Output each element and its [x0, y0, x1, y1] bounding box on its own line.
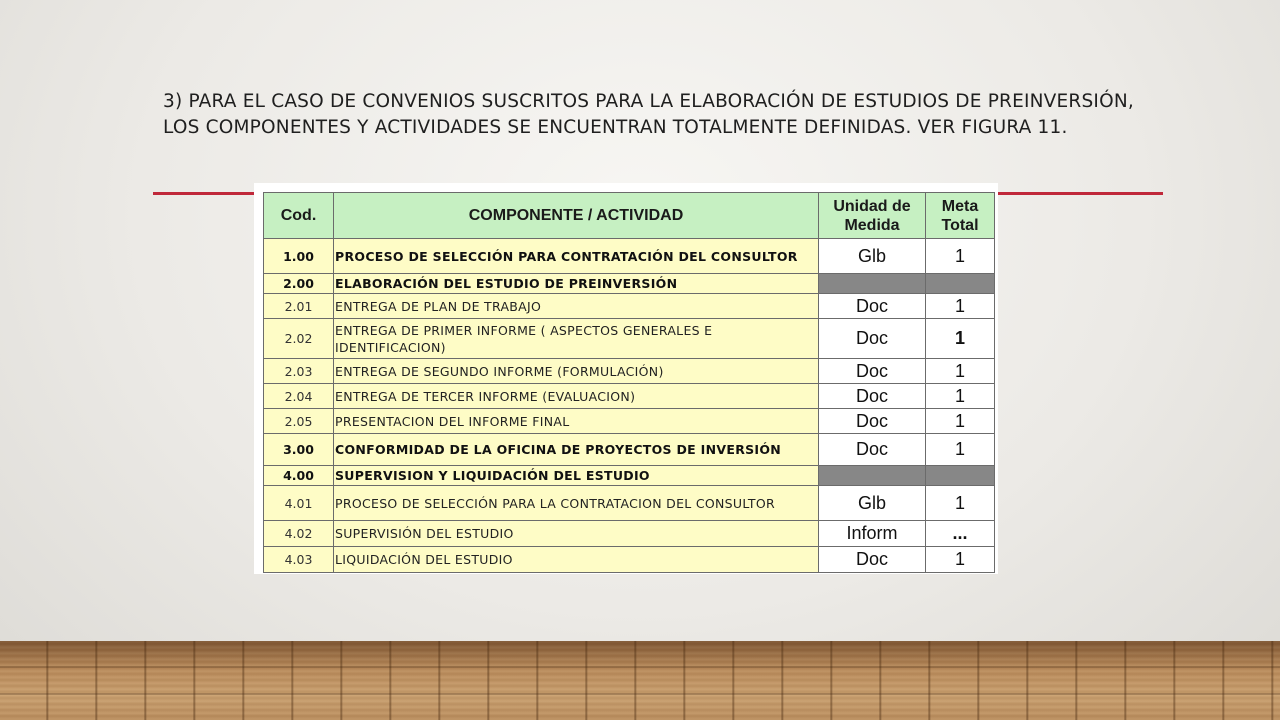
- row-meta: 1: [926, 434, 995, 466]
- row-unit: Doc: [819, 409, 926, 434]
- row-activity: ENTREGA DE PRIMER INFORME ( ASPECTOS GENERALES E IDENTIFICACION): [334, 319, 819, 359]
- row-meta: ...: [926, 521, 995, 547]
- row-code: 3.00: [264, 434, 334, 466]
- activities-table: [263, 192, 995, 573]
- row-unit: Doc: [819, 319, 926, 359]
- row-activity: ENTREGA DE TERCER INFORME (EVALUACION): [334, 384, 819, 409]
- row-code: 2.00: [264, 274, 334, 294]
- table-header-row: [264, 193, 995, 239]
- slide-body-text: 3) PARA EL CASO DE CONVENIOS SUSCRITOS PARA LA ELABORACIÓN DE ESTUDIOS DE PREINVERSIÓN, LOS COMPONENTES Y ACTIVIDADES SE ENCUENTRAN TOTALMENTE DEFINIDAS. VER FIGURA 11.: [163, 91, 1134, 138]
- table-row: [264, 239, 995, 274]
- table-row: [264, 274, 995, 294]
- row-unit: Doc: [819, 384, 926, 409]
- row-code: 2.04: [264, 384, 334, 409]
- row-activity: CONFORMIDAD DE LA OFICINA DE PROYECTOS DE INVERSIÓN: [334, 434, 819, 466]
- table-row: [264, 466, 995, 486]
- table-row: [264, 547, 995, 573]
- row-code: 4.02: [264, 521, 334, 547]
- row-unit: [819, 466, 926, 486]
- row-activity: PROCESO DE SELECCIÓN PARA CONTRATACIÓN DEL CONSULTOR: [334, 239, 819, 274]
- row-code: 4.00: [264, 466, 334, 486]
- row-activity: PROCESO DE SELECCIÓN PARA LA CONTRATACION DEL CONSULTOR: [334, 486, 819, 521]
- row-unit: [819, 274, 926, 294]
- row-code: 4.03: [264, 547, 334, 573]
- row-unit: Doc: [819, 359, 926, 384]
- row-meta: 1: [926, 384, 995, 409]
- row-unit: Doc: [819, 547, 926, 573]
- floor-plank-lines: [0, 641, 1280, 720]
- figure-table-image: [254, 183, 998, 574]
- row-meta: 1: [926, 547, 995, 573]
- table-row: [264, 294, 995, 319]
- row-unit: Doc: [819, 434, 926, 466]
- row-meta: 1: [926, 294, 995, 319]
- row-unit: Doc: [819, 294, 926, 319]
- row-code: 2.03: [264, 359, 334, 384]
- row-activity: ENTREGA DE PLAN DE TRABAJO: [334, 294, 819, 319]
- row-meta: 1: [926, 359, 995, 384]
- row-unit: Glb: [819, 239, 926, 274]
- row-activity: ELABORACIÓN DEL ESTUDIO DE PREINVERSIÓN: [334, 274, 819, 294]
- row-meta: 1: [926, 486, 995, 521]
- table-row: [264, 359, 995, 384]
- table-row: [264, 486, 995, 521]
- header-unit: Unidad de Medida: [819, 193, 926, 239]
- row-meta: 1: [926, 319, 995, 359]
- header-meta: Meta Total: [926, 193, 995, 239]
- row-activity: PRESENTACION DEL INFORME FINAL: [334, 409, 819, 434]
- table-row: [264, 319, 995, 359]
- table-row: [264, 521, 995, 547]
- row-meta: 1: [926, 409, 995, 434]
- row-unit: Glb: [819, 486, 926, 521]
- row-code: 1.00: [264, 239, 334, 274]
- row-activity: SUPERVISIÓN DEL ESTUDIO: [334, 521, 819, 547]
- table-row: [264, 409, 995, 434]
- row-unit: Inform: [819, 521, 926, 547]
- row-code: 2.05: [264, 409, 334, 434]
- row-meta: [926, 466, 995, 486]
- row-code: 2.02: [264, 319, 334, 359]
- row-code: 2.01: [264, 294, 334, 319]
- header-code: Cod.: [264, 193, 334, 239]
- row-meta: 1: [926, 239, 995, 274]
- header-activity: COMPONENTE / ACTIVIDAD: [334, 193, 819, 239]
- row-activity: SUPERVISION Y LIQUIDACIÓN DEL ESTUDIO: [334, 466, 819, 486]
- table-row: [264, 434, 995, 466]
- row-activity: ENTREGA DE SEGUNDO INFORME (FORMULACIÓN): [334, 359, 819, 384]
- table-row: [264, 384, 995, 409]
- row-activity: LIQUIDACIÓN DEL ESTUDIO: [334, 547, 819, 573]
- wood-floor-decoration: [0, 641, 1280, 720]
- row-code: 4.01: [264, 486, 334, 521]
- row-meta: [926, 274, 995, 294]
